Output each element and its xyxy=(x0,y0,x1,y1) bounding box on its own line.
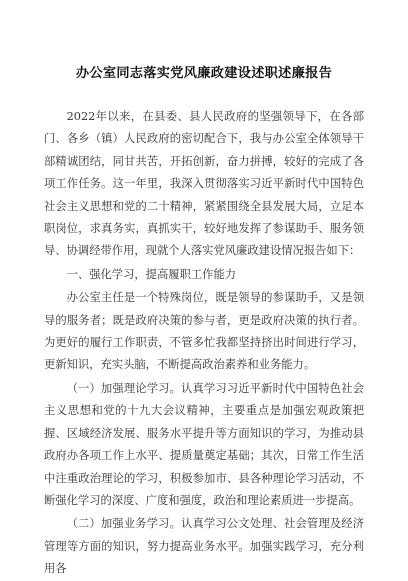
section-heading: 一、强化学习，提高履职工作能力 xyxy=(66,267,237,281)
theory-study-paragraph: （一）加强理论学习。认真学习习近平新时代中国特色社会主义思想和党的十九大会议精神，主要重点是加强宏观政策把握、区域经济发展、服务水平提升等方面知识的学习，为推动县政府办各项工作上水平、提质量奠定基础；其次，日常工作生活中注重政治理论的学习，积极参加市、县各种理论学习活动，不断强化学习的深度、广度和强度，政治和理论素质进一步提高。 xyxy=(44,381,364,507)
intro-paragraph: 2022年以来，在县委、县人民政府的坚强领导下，在各部门、各乡（镇）人民政府的密切配合下，我与办公室全体领导干部精诚团结，同甘共苦，开拓创新，奋力拼搏，较好的完成了各项工作任务。这一年里，我深入贯彻落实习近平新时代中国特色社会主义思想和党的二十精神，紧紧围绕全县发展大局，立足本职岗位，求真务实，真抓实干，较好地发挥了参谋助手、服务领导、协调经带作用，现就个人落实党风廉政建设情况报告如下： xyxy=(44,110,364,258)
document-title: 办公室同志落实党风廉政建设述职述廉报告 xyxy=(75,66,333,81)
business-study-paragraph: （二）加强业务学习。认真学习公文处理、社会管理及经济管理等方面的知识，努力提高业务水平。加强实践学习，充分利用各 xyxy=(44,517,364,576)
section-paragraph: 办公室主任是一个特殊岗位，既是领导的参谋助手，又是领导的服务者；既是政府决策的参与者，更是政府决策的执行者。为更好的履行工作职责，不管多忙我都坚持挤出时间进行学习，更新知识，充实头脑，不断提高政治素养和业务能力。 xyxy=(44,291,364,372)
